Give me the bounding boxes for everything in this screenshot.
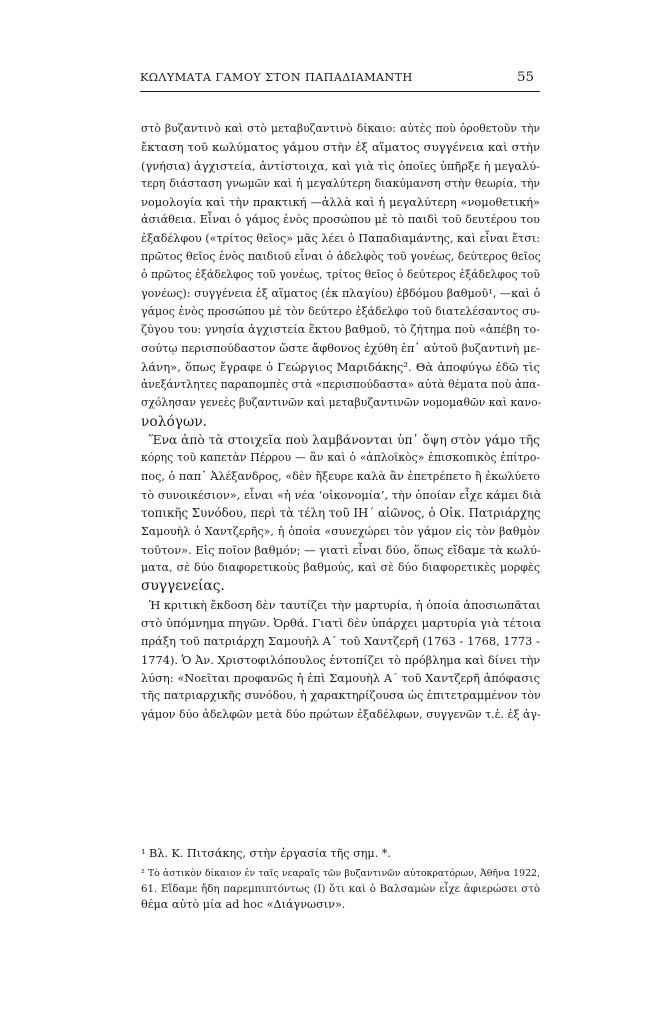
text-line: πράξη τοῦ πατριάρχη Σαμουὴλ Α´ τοῦ Χαντζερῆ (1763 - 1768, 1773 - [141, 634, 540, 649]
text-line: 1774). Ὁ Ἀν. Χριστοφιλόπουλος ἐντοπίζει τὸ πρόβλημα καὶ δίνει τὴν [141, 652, 541, 667]
text-line: γάμον δύο ἀδελφῶν μετὰ δύο πρώτων ἐξαδέλφων, συγγενῶν τ.ἑ. ἐξ ἀγ- [141, 707, 541, 721]
text-line: ἀνεξάντλητες παραπομπὲς στὰ «περισπούδαστα» αὐτὰ θέματα ποὺ ἀπα- [141, 378, 541, 392]
footnote-line: 61. Εἴδαμε ἤδη παρεμπιπτόντως (Ι) ὅτι καὶ ὁ Βαλσαμὼν εἶχε ἀφιερώσει στὸ [141, 883, 540, 895]
footnote-line: ² Τὸ ἀστικὸν δίκαιον ἐν ταῖς νεαραῖς τῶν βυζαντινῶν αὐτοκρατόρων, Ἀθῆνα 1922, [141, 867, 540, 879]
footnotes [141, 846, 540, 913]
text-line: νολόγων. [141, 413, 208, 430]
running-head: ΚΩΛΥΜΑΤΑ ΓΑΜΟΥ ΣΤΟΝ ΠΑΠΑΔΙΑΜΑΝΤΗ [140, 71, 413, 84]
text-line: γάμος ἑνὸς προσώπου μὲ τὸν δεύτερο ἐξάδελφο τοῦ διατελέσαντος συ- [141, 304, 540, 318]
footnote-line: ¹ Βλ. Κ. Πιτσάκης, στὴν ἐργασία τῆς σημ. *. [141, 847, 391, 860]
page-header [140, 69, 540, 92]
page-number: 55 [516, 70, 534, 85]
footnote-line: θέμα αὐτὸ μία ad hoc «Διάγνωσιν». [141, 898, 346, 912]
text-line: πος, ὁ παπ᾽ Ἀλέξανδρος, «δὲν ἤξευρε καλὰ ἂν ἐπετρέπετο ἢ ἐκωλύετο [141, 469, 540, 483]
text-line: ὁ πρῶτος ἐξάδελφος τοῦ γονέως, τρίτος θεῖος ὁ δεύτερος ἐξάδελφος τοῦ [141, 268, 540, 282]
text-line: ἐξαδέλφου («τρίτος θεῖος» μᾶς λέει ὁ Παπαδιαμάντης, καὶ εἶναι ἔτσι: [141, 231, 541, 245]
text-line: στὸ βυζαντινὸ καὶ στὸ μεταβυζαντινὸ δίκαιο: αὐτὲς ποὺ ὁροθετοῦν τὴν [141, 122, 540, 135]
text-line: λύση: «Νοεῖται προφανῶς ἡ ἐπὶ Σαμουὴλ Α´ τοῦ Χαντζερῆ ἀπόφασις [141, 670, 540, 685]
text-line: τὸ συνοικέσιον», εἶναι «ἡ νέα ‘οἰκονομία’, τὴν ὁποίαν εἶχε κάμει διὰ [141, 487, 542, 502]
text-line: σχόλησαν γενεὲς βυζαντινῶν καὶ μεταβυζαντινῶν νομομαθῶν καὶ κανο- [141, 396, 542, 410]
text-line: κόρης τοῦ καπετὰν Πέρρου — ἂν καὶ ὁ «ἀπλοϊκὸς» ἐπισκοπικὸς ἐπίτρο- [141, 451, 540, 465]
text-line: συγγενείας. [141, 578, 225, 595]
text-line: νομολογία καὶ τὴν πρακτική —ἀλλὰ καὶ ἡ μεγαλύτερη «νομοθετική» [141, 195, 540, 210]
text-line: ἔκταση τοῦ κωλύματος γάμου στὴν ἐξ αἵματος συγγένεια καὶ στὴν [141, 140, 540, 155]
text-line: τῆς πατριαρχικῆς συνόδου, ἡ χαρακτηρίζουσα ὡς ἐπιτετραμμένον τὸν [141, 689, 541, 703]
footnote [141, 846, 540, 862]
text-line: Ἕνα ἀπὸ τὰ στοιχεῖα ποὺ λαμβάνονται ὑπ᾽ ὄψη στὸν γάμο τῆς [149, 433, 540, 448]
text-line: τοπικῆς Συνόδου, περὶ τὰ τέλη τοῦ ΙΗ´ αἰῶνος, ὁ Οἰκ. Πατριάρχης [141, 506, 541, 521]
body-text [141, 120, 540, 724]
text-line: Ἡ κριτικὴ ἔκδοση δὲν ταυτίζει τὴν μαρτυρία, ἡ ὁποία ἀποσιωπᾶται [149, 597, 541, 612]
text-line: λάνη», ὅπως ἔγραφε ὁ Γεώργιος Μαριδάκης². Θὰ ἀποφύγω ἐδῶ τὶς [141, 359, 540, 374]
text-line: Σαμουὴλ ὁ Χαντζερῆς», ἡ ὁποία «συνεχώρει τὸν γάμον εἰς τὸν βαθμὸν [141, 524, 540, 538]
text-line: γονέως): συγγένεια ἐξ αἵματος (ἐκ πλαγίου) ἑβδόμου βαθμοῦ¹, —καὶ ὁ [141, 286, 541, 300]
text-line: ἀσιάθεια. Εἶναι ὁ γάμος ἑνὸς προσώπου μὲ τὸ παιδὶ τοῦ δευτέρου του [141, 213, 540, 227]
footnote [141, 866, 540, 913]
text-line: τοῦτον». Εἰς ποῖον βαθμόν; — γιατὶ εἶναι δύο, ὅπως εἴδαμε τὰ κωλύ- [141, 542, 541, 557]
text-line: πρῶτος θεῖος ἑνὸς παιδιοῦ εἶναι ὁ ἀδελφὸς τοῦ γονέως, δεύτερος θεῖος [141, 250, 541, 264]
text-line: ματα, σὲ δύο διαφορετικοὺς βαθμούς, καὶ σὲ δύο διαφορετικὲς μορφὲς [141, 561, 540, 575]
text-line: (γνήσια) ἀγχιστεία, ἀντίστοιχα, καὶ γιὰ τὶς ὁποῖες ὑπῆρξε ἡ μεγαλύ- [141, 158, 540, 173]
text-line: στὸ ὑπόμνημα πηγῶν. Ὀρθά. Γιατὶ δὲν ὑπάρχει μαρτυρία γιὰ τέτοια [141, 616, 542, 631]
text-line: σούτῳ περισπούδαστον ὥστε ἄφθονος ἐχύθη ἐπ᾽ αὐτοῦ βυζαντινὴ με- [141, 341, 540, 355]
text-line: ζύγου του: γνησία ἀγχιστεία ἕκτου βαθμοῦ, τὸ ζήτημα ποὺ «ἀπέβη το- [141, 323, 540, 337]
text-line: τερη διάσταση γνωμῶν καὶ ἡ μεγαλύτερη διακύμανση στὴν θεωρία, τὴν [141, 176, 540, 190]
